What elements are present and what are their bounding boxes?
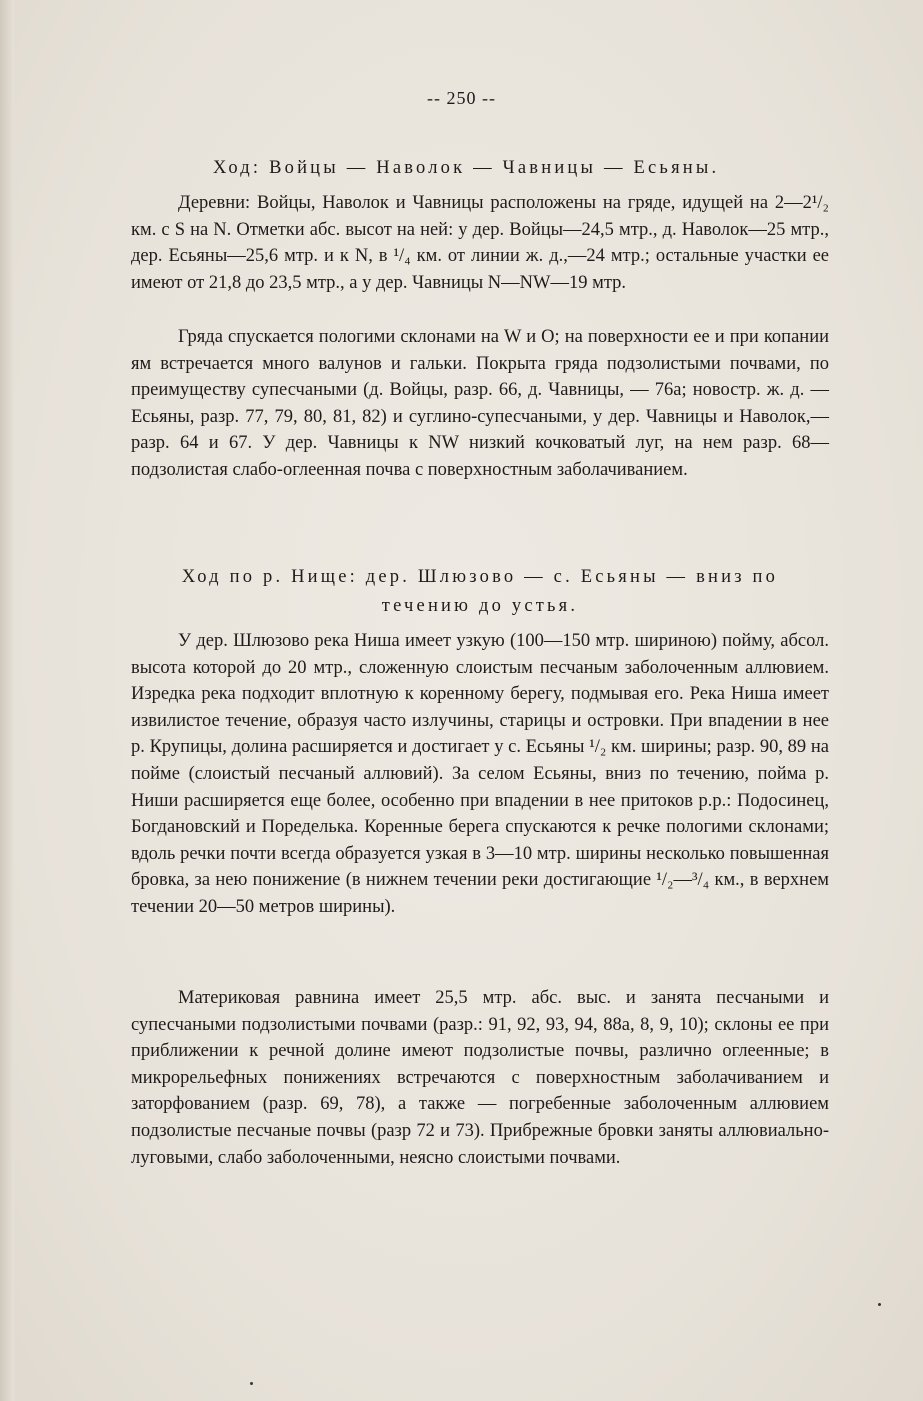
paragraph-villages <box>131 190 829 296</box>
page-binding-edge <box>0 0 14 1401</box>
paragraph-text: Гряда спускается пологими склонами на W и O; на поверхности ее и при копании ям встречается много валунов и гальки. Покрыта гряда подзолистыми почвами, по преимуществу супесчаными (д. Войцы, разр. 66, д. Чавницы, — 76а; новостр. ж. д. — Есьяны, разр. 77, 79, 80, 81, 82) и суглино-супесчаными, у дер. Чавницы и Наволок,— разр. 64 и 67. У дер. Чавницы к NW низкий кочковатый луг, на нем разр. 68—подзолистая слабо-оглеенная почва с поверхностным заболачиванием. <box>131 327 829 480</box>
paragraph-text: У дер. Шлюзово река Ниша имеет узкую (100—150 мтр. шириною) пойму, абсол. высота которой до 20 мтр., сложенную слоистым песчаным заболоченным аллювием. Изредка река подходит вплотную к коренному берегу, подмывая его. Река Ниша имеет извилистое течение, образуя часто излучины, старицы и островки. При впадении в нее р. Крупицы, долина расширяется и достигает у с. Есьяны ¹/₂ км. ширины; разр. 90, 89 на пойме (слоистый песчаный аллювий). За селом Есьяны, вниз по течению, пойма р. Ниши расширяется еще более, особенно при впадении в нее притоков р.р.: Подосинец, Богдановский и Поределька. Коренные берега спускаются к речке пологими склонами; вдоль речки почти всегда образуется узкая в 3—10 мтр. ширины несколько повышенная бровка, за нею понижение (в нижнем течении реки достигающие ¹/₂—³/₄ км., в верхнем течении 20—50 метров ширины). <box>131 631 829 917</box>
paragraph-text: Материковая равнина имеет 25,5 мтр. абс. выс. и занята песчаными и супесчаными подзолистыми почвами (разр.: 91, 92, 93, 94, 88а, 8, 9, 10); склоны ее при приближении к речной долине имеют подзолистые почвы, различно оглеенные; в микрорельефных понижениях встречаются с поверхностным заболачиванием и заторфованием (разр. 69, 78), а также — погребенные заболоченным аллювием подзолистые песчаные почвы (разр 72 и 73). Прибрежные бровки заняты аллювиально-луговыми, слабо заболоченными, неясно слоистыми почвами. <box>131 988 829 1168</box>
section-heading-1 <box>131 154 829 183</box>
paragraph-river <box>131 628 829 921</box>
route-heading: Ход: Войцы — Наволок — Чавницы — Есьяны. <box>213 158 720 178</box>
page-number: -- 250 -- <box>427 88 496 108</box>
route-heading-line1: Ход по р. Нище: дер. Шлюзово — с. Есьяны — вниз по <box>181 567 779 587</box>
paper-speck <box>250 1382 253 1385</box>
paragraph-ridge <box>131 324 829 484</box>
paragraph-plain <box>131 985 829 1171</box>
section-heading-2 <box>131 563 829 621</box>
paragraph-text: Деревни: Войцы, Наволок и Чавницы расположены на гряде, идущей на 2—2¹/₂ км. с S на N. Отметки абс. высот на ней: у дер. Войцы—24,5 мтр., д. Наволок—25 мтр., дер. Есьяны—25,6 мтр. и к N, в ¹/₄ км. от линии ж. д.,—24 мтр.; остальные участки ее имеют от 21,8 до 23,5 мтр., а у дер. Чавницы N—NW—19 мтр. <box>131 193 829 293</box>
route-heading-line2: течению до устья. <box>381 596 579 616</box>
paper-speck <box>878 1303 881 1306</box>
